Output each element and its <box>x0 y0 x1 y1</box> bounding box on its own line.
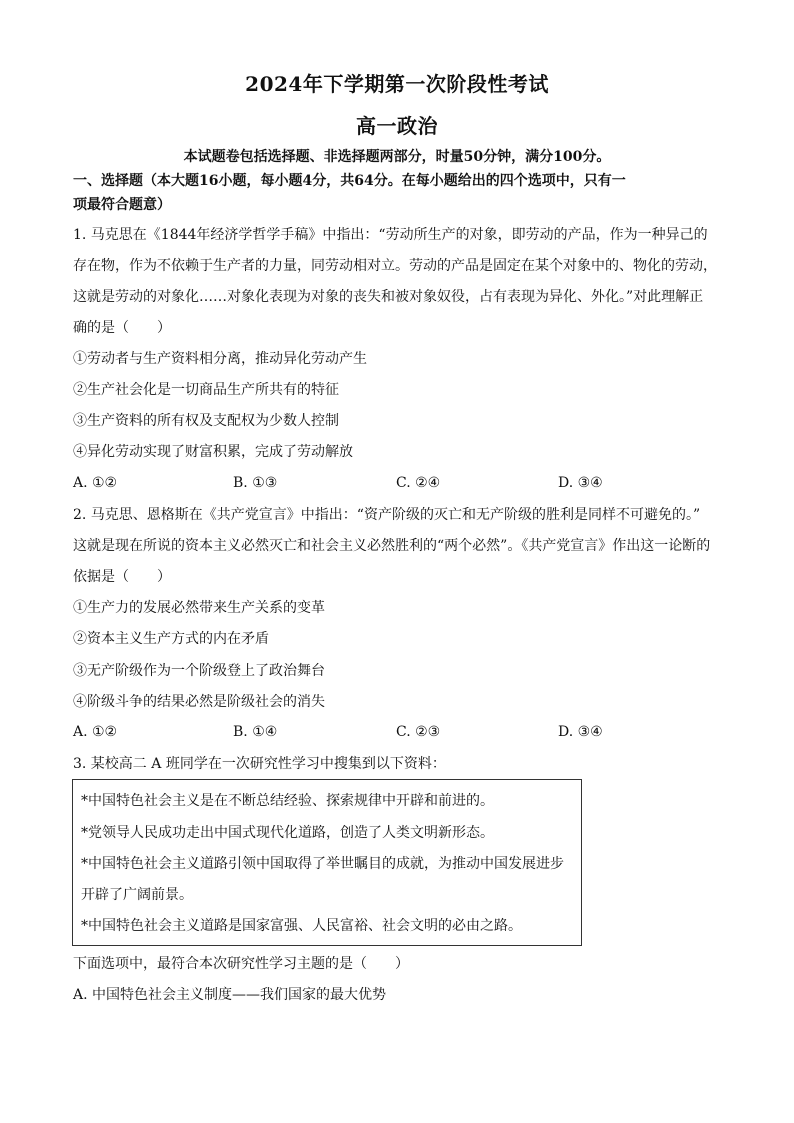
q3-material-line: *中国特色社会主义是在不断总结经验、探索规律中开辟和前进的。 <box>81 793 494 809</box>
q1-option-a[interactable]: A. ①② <box>73 475 118 491</box>
q2-stem-line: 这就是现在所说的资本主义必然灭亡和社会主义必然胜利的“两个必然”。《共产党宣言》作出这一论断的 <box>73 538 711 554</box>
q1-item: ④异化劳动实现了财富积累，完成了劳动解放 <box>73 444 353 460</box>
q3-material-line: 开辟了广阔前景。 <box>81 887 193 903</box>
q3-option-a[interactable]: A. 中国特色社会主义制度——我们国家的最大优势 <box>73 987 387 1003</box>
q3-material-line: *党领导人民成功走出中国式现代化道路，创造了人类文明新形态。 <box>81 825 494 841</box>
q1-stem-line: 确的是（ ） <box>73 320 171 336</box>
q2-item: ④阶级斗争的结果必然是阶级社会的消失 <box>73 694 325 710</box>
q2-stem-line: 依据是（ ） <box>73 569 171 585</box>
q1-stem-line: 存在物，作为不依赖于生产者的力量，同劳动相对立。劳动的产品是固定在某个对象中的、物化的劳动， <box>73 258 717 274</box>
q2-option-c[interactable]: C. ②③ <box>396 724 441 740</box>
q1-item: ③生产资料的所有权及支配权为少数人控制 <box>73 413 339 429</box>
exam-note: 本试题卷包括选择题、非选择题两部分，时量50分钟，满分100分。 <box>183 149 611 165</box>
section-heading-line1: 一、选择题（本大题16小题，每小题4分，共64分。在每小题给出的四个选项中，只有一 <box>73 173 626 189</box>
q2-options <box>73 724 733 742</box>
q1-stem-line: 这就是劳动的对象化……对象化表现为对象的丧失和被对象奴役，占有表现为异化、外化。”对此理解正 <box>73 289 704 305</box>
q3-material-line: *中国特色社会主义道路引领中国取得了举世瞩目的成就，为推动中国发展进步 <box>81 856 564 872</box>
q1-item: ②生产社会化是一切商品生产所共有的特征 <box>73 382 339 398</box>
exam-title: 2024年下学期第一次阶段性考试 <box>245 72 549 96</box>
q2-item: ①生产力的发展必然带来生产关系的变革 <box>73 600 325 616</box>
q1-option-c[interactable]: C. ②④ <box>396 475 441 491</box>
q3-material-box <box>72 779 582 946</box>
q3-material-line: *中国特色社会主义道路是国家富强、人民富裕、社会文明的必由之路。 <box>81 918 522 934</box>
q2-item: ②资本主义生产方式的内在矛盾 <box>73 631 269 647</box>
q1-item: ①劳动者与生产资料相分离，推动异化劳动产生 <box>73 351 367 367</box>
subject-title: 高一政治 <box>356 114 438 138</box>
q2-stem-line: 2. 马克思、恩格斯在《共产党宣言》中指出：“资产阶级的灭亡和无产阶级的胜利是同样不可避免的。” <box>73 507 701 523</box>
q1-option-b[interactable]: B. ①③ <box>233 475 278 491</box>
q2-item: ③无产阶级作为一个阶级登上了政治舞台 <box>73 663 325 679</box>
q2-option-b[interactable]: B. ①④ <box>233 724 278 740</box>
q1-option-d[interactable]: D. ③④ <box>558 475 603 491</box>
q2-option-a[interactable]: A. ①② <box>73 724 118 740</box>
q1-options <box>73 475 733 493</box>
q3-stem-line: 3. 某校高二 A 班同学在一次研究性学习中搜集到以下资料： <box>73 756 446 772</box>
section-heading-line2: 项最符合题意） <box>73 197 171 213</box>
q2-option-d[interactable]: D. ③④ <box>558 724 603 740</box>
q3-question-line: 下面选项中，最符合本次研究性学习主题的是（ ） <box>73 956 409 972</box>
q1-stem-line: 1. 马克思在《1844年经济学哲学手稿》中指出：“劳动所生产的对象，即劳动的产品，作为一种异己的 <box>73 227 708 243</box>
